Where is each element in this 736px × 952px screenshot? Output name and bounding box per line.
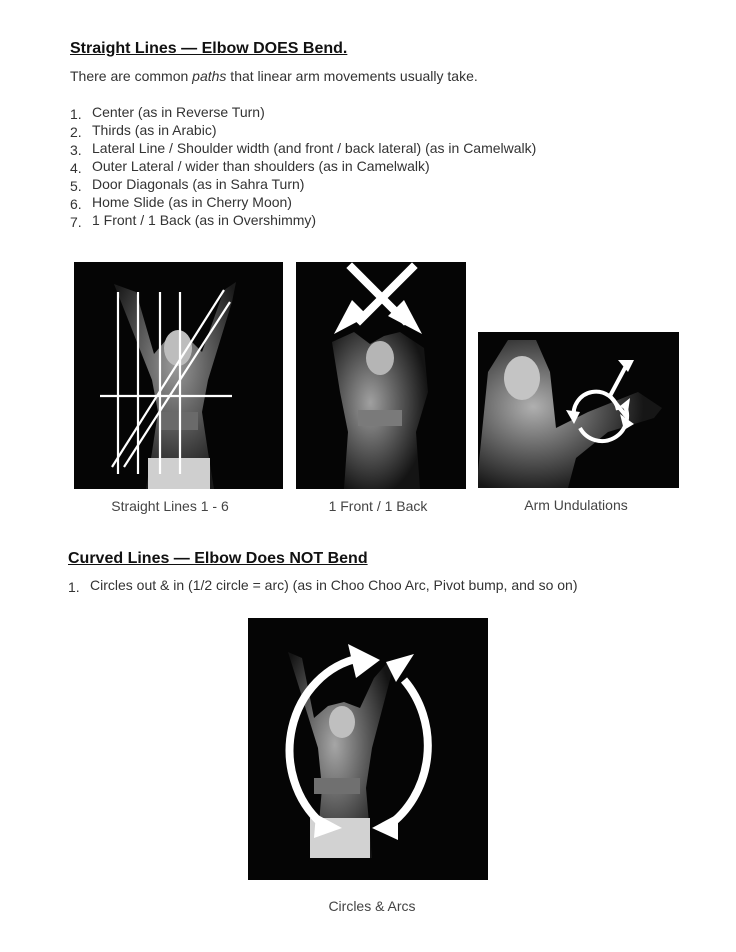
list-item-number: 1. (68, 579, 80, 595)
list-item-text: Door Diagonals (as in Sahra Turn) (92, 176, 305, 192)
intro-text (70, 68, 478, 84)
list-item-number: 6. (70, 196, 82, 212)
list-item-text: Home Slide (as in Cherry Moon) (92, 194, 292, 210)
list-item-number: 4. (70, 160, 82, 176)
section-title-straight-lines: Straight Lines — Elbow DOES Bend. (70, 40, 348, 57)
list-item-text: Lateral Line / Shoulder width (and front / back lateral) (as in Camelwalk) (92, 140, 537, 156)
list-item-number: 3. (70, 142, 82, 158)
list-item-text: Thirds (as in Arabic) (92, 122, 217, 138)
list-item-number: 1. (70, 106, 82, 122)
dancer-with-x-arrows (296, 262, 466, 489)
list-item (70, 175, 670, 193)
caption-arm-undulations: Arm Undulations (524, 497, 628, 513)
list-item (70, 103, 670, 121)
caption-circles-arcs: Circles & Arcs (328, 898, 416, 914)
straight-lines-list (70, 103, 670, 229)
photo-arm-undulations (478, 332, 679, 488)
list-item-number: 2. (70, 124, 82, 140)
curved-lines-list (68, 576, 688, 594)
photo-straight-lines (74, 262, 283, 489)
dancer-with-undulation-arrows (478, 332, 679, 488)
list-item-text: 1 Front / 1 Back (as in Overshimmy) (92, 212, 317, 228)
caption-front-back: 1 Front / 1 Back (328, 498, 428, 514)
list-item-number: 7. (70, 214, 82, 230)
list-item-number: 5. (70, 178, 82, 194)
caption-straight-lines: Straight Lines 1 - 6 (111, 498, 229, 514)
list-item (68, 576, 688, 594)
list-item (70, 139, 670, 157)
intro-text-start: There are common (70, 68, 193, 84)
list-item (70, 121, 670, 139)
list-item-text: Center (as in Reverse Turn) (92, 104, 265, 120)
dancer-with-line-overlay (74, 262, 283, 489)
intro-text-end: that linear arm movements usually take. (226, 68, 478, 84)
dancer-with-circle-arrows (248, 618, 488, 880)
list-item-text: Outer Lateral / wider than shoulders (as in Camelwalk) (92, 158, 430, 174)
intro-text-emphasis: paths (192, 68, 227, 84)
list-item (70, 157, 670, 175)
list-item-text: Circles out & in (1/2 circle = arc) (as in Choo Choo Arc, Pivot bump, and so on) (90, 577, 578, 593)
photo-circles-arcs (248, 618, 488, 880)
section-title-curved-lines: Curved Lines — Elbow Does NOT Bend (68, 550, 368, 567)
list-item (70, 211, 670, 229)
photo-front-back (296, 262, 466, 489)
list-item (70, 193, 670, 211)
